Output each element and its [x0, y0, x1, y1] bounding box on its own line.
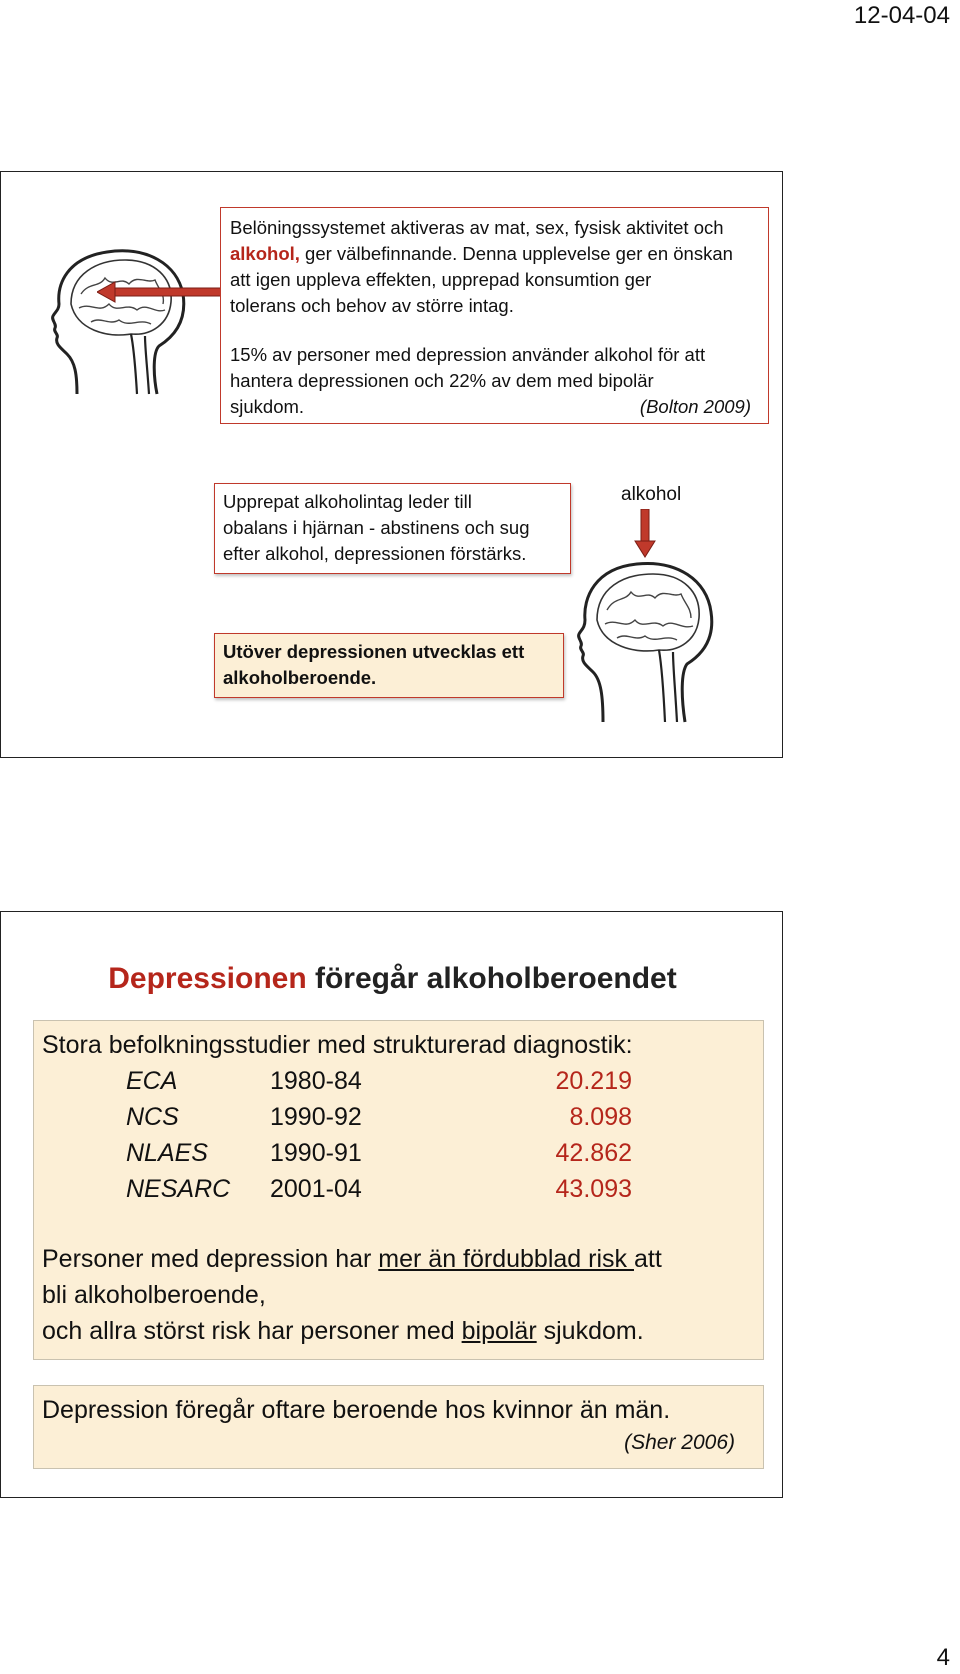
- alcohol-arrow-down-icon: [633, 509, 657, 559]
- alcohol-label: alkohol: [621, 484, 682, 505]
- risk-underlined: mer än fördubblad risk: [378, 1245, 634, 1273]
- imbalance-line2: obalans i hjärnan - abstinens och sug: [223, 517, 530, 538]
- study-row: [42, 1063, 755, 1099]
- study-value: 20.219: [555, 1067, 632, 1095]
- study-value: 43.093: [555, 1175, 632, 1203]
- page-date: 12-04-04: [853, 2, 950, 29]
- dependence-textbox: [214, 633, 564, 698]
- alcohol-highlight: alkohol,: [230, 243, 300, 264]
- reward-text-line1: Belöningssystemet aktiveras av mat, sex, fysisk aktivitet och: [230, 217, 724, 238]
- title-rest: föregår alkoholberoendet: [306, 962, 677, 995]
- study-name: NLAES: [126, 1139, 208, 1167]
- depression-stat-line3: sjukdom.: [230, 396, 305, 417]
- gender-note-box: [33, 1385, 764, 1469]
- risk-text-e: sjukdom.: [536, 1317, 644, 1345]
- imbalance-line3: efter alkohol, depressionen förstärks.: [223, 543, 527, 564]
- population-studies-box: [33, 1020, 764, 1360]
- risk-text-b: att: [633, 1245, 662, 1273]
- imbalance-textbox: [214, 483, 571, 574]
- risk-text-c: bli alkoholberoende,: [42, 1281, 266, 1309]
- depression-stat-line2: hantera depressionen och 22% av dem med bipolär: [230, 370, 654, 391]
- study-row: [42, 1135, 755, 1171]
- risk-statement: [42, 1241, 755, 1349]
- depression-stat-line1: 15% av personer med depression använder alkohol för att: [230, 344, 706, 365]
- head-profile-brain-2-icon: [573, 556, 723, 726]
- slide-title: [1, 962, 784, 996]
- study-value: 8.098: [569, 1103, 632, 1131]
- page-number: 4: [936, 1644, 950, 1671]
- study-value: 42.862: [555, 1139, 632, 1167]
- reward-text-line4: tolerans och behov av större intag.: [230, 295, 514, 316]
- citation-sher: (Sher 2006): [624, 1431, 735, 1454]
- risk-text-a: Personer med depression har: [42, 1245, 379, 1273]
- reward-text-line2: ger välbefinnande. Denna upplevelse ger en önskan: [299, 243, 733, 264]
- study-years: 1980-84: [270, 1067, 362, 1095]
- slide-2: [0, 911, 783, 1498]
- study-years: 1990-91: [270, 1139, 362, 1167]
- slide-1: [0, 171, 783, 758]
- arrow-to-brain-icon: [97, 280, 225, 304]
- study-years: 2001-04: [270, 1175, 362, 1203]
- study-name: ECA: [126, 1067, 178, 1095]
- bipolar-underlined: bipolär: [461, 1317, 537, 1345]
- dependence-line2: alkoholberoende.: [223, 667, 377, 688]
- study-years: 1990-92: [270, 1103, 362, 1131]
- study-name: NCS: [126, 1103, 179, 1131]
- study-name: NESARC: [126, 1175, 231, 1203]
- risk-text-d: och allra störst risk har personer med: [42, 1317, 462, 1345]
- head-profile-brain-icon: [47, 244, 197, 404]
- study-row: [42, 1171, 755, 1207]
- imbalance-line1: Upprepat alkoholintag leder till: [223, 491, 472, 512]
- title-highlight: Depressionen: [108, 962, 307, 995]
- reward-system-textbox: [220, 207, 769, 424]
- study-row: [42, 1099, 755, 1135]
- dependence-line1: Utöver depressionen utvecklas ett: [223, 641, 525, 662]
- citation-bolton: (Bolton 2009): [639, 396, 751, 417]
- reward-text-line3: att igen uppleva effekten, upprepad konsumtion ger: [230, 269, 652, 290]
- studies-intro: Stora befolkningsstudier med strukturerad diagnostik:: [42, 1031, 633, 1059]
- gender-note-text: Depression föregår oftare beroende hos kvinnor än män.: [42, 1396, 671, 1424]
- studies-table: [42, 1063, 755, 1207]
